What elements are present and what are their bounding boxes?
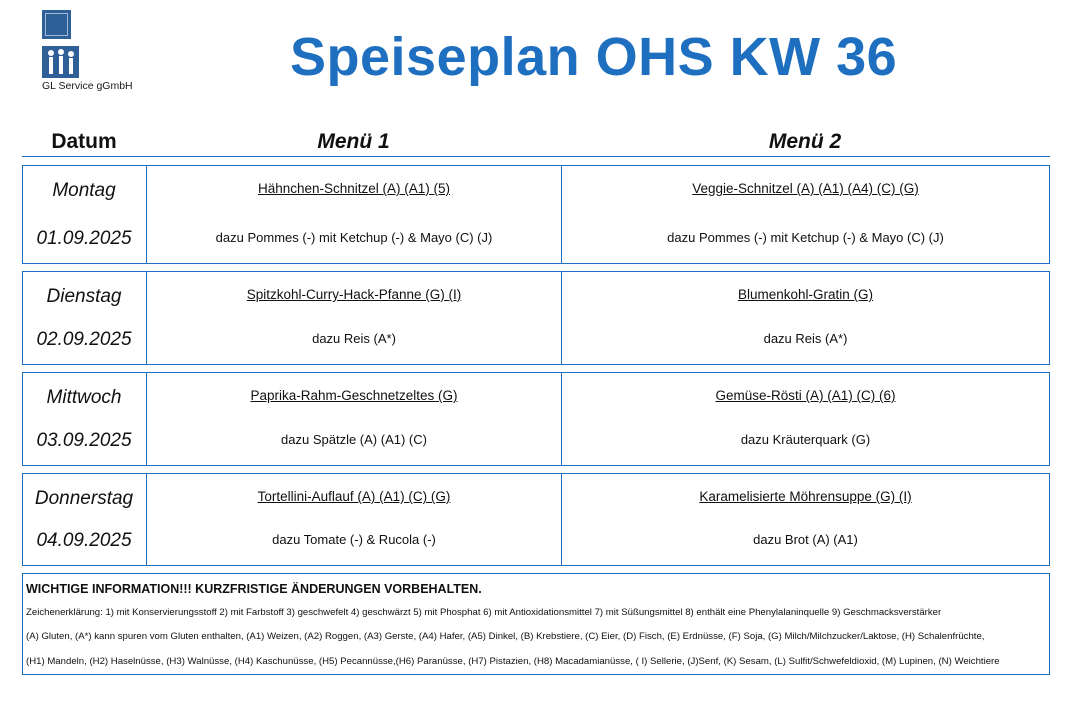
menu1-dish: Paprika-Rahm-Geschnetzeltes (G)	[250, 388, 458, 403]
menu1-side: dazu Reis (A*)	[312, 331, 396, 346]
legend-additives: Zeichenerklärung: 1) mit Konservierungsstoff 2) mit Farbstoff 3) geschwefelt 4) geschwärzt 5) mit Phosphat 6) mit Antioxidationsmittel 7) mit Süßungsmittel 8) enthält eine Phenylalaninquelle 9) Geschmacksverstärker	[26, 607, 942, 618]
day-row-monday	[22, 165, 1050, 264]
legend-allergens: (A) Gluten, (A*) kann spuren vom Gluten enthalten, (A1) Weizen, (A2) Roggen, (A3) Gerste, (A4) Hafer, (A5) Dinkel, (B) Krebstiere, (C) Eier, (D) Fisch, (E) Erdnüsse, (F) Soja, (G) Milch/Milchzucker/Laktose, (H) Schalenfrüchte,	[26, 631, 985, 642]
menu1-side: dazu Pommes (-) mit Ketchup (-) & Mayo (C) (J)	[215, 230, 493, 245]
menu1-dish: Tortellini-Auflauf (A) (A1) (C) (G)	[257, 489, 451, 504]
day-row-thursday	[22, 473, 1050, 566]
date-label: 02.09.2025	[36, 329, 132, 350]
menu2-cell	[562, 166, 1049, 263]
menu2-dish: Veggie-Schnitzel (A) (A1) (A4) (C) (G)	[692, 181, 919, 196]
menu2-side: dazu Pommes (-) mit Ketchup (-) & Mayo (C) (J)	[667, 230, 944, 245]
date-cell	[23, 166, 147, 263]
header-divider	[22, 156, 1050, 157]
menu1-cell	[147, 373, 562, 465]
weekday-label: Donnerstag	[34, 488, 134, 509]
menu1-side: dazu Spätzle (A) (A1) (C)	[281, 432, 427, 447]
column-header-menu2: Menü 2	[768, 130, 842, 153]
menu2-cell	[562, 474, 1049, 565]
menu1-cell	[147, 166, 562, 263]
weekday-label: Dienstag	[46, 286, 122, 307]
legend-allergens-nuts: (H1) Mandeln, (H2) Haselnüsse, (H3) Walnüsse, (H4) Kaschunüsse, (H5) Pecannüsse,(H6) Paranüsse, (H7) Pistazien, (H8) Macadamianüsse, ( I) Sellerie, (J)Senf, (K) Sesam, (L) Sulfit/Schwefeldioxid, (M) Lupinen, (N) Weichtiere	[26, 656, 1000, 667]
menu2-cell	[562, 272, 1049, 364]
date-cell	[23, 474, 147, 565]
day-row-tuesday	[22, 271, 1050, 365]
menu1-dish: Hähnchen-Schnitzel (A) (A1) (5)	[257, 181, 451, 196]
menu1-cell	[147, 474, 562, 565]
company-name: GL Service gGmbH	[42, 80, 133, 92]
page-title: Speiseplan OHS KW 36	[290, 27, 898, 87]
date-cell	[23, 272, 147, 364]
menu2-dish: Karamelisierte Möhrensuppe (G) (I)	[699, 489, 912, 504]
menu1-side: dazu Tomate (-) & Rucola (-)	[272, 532, 436, 547]
date-cell	[23, 373, 147, 465]
menu1-cell	[147, 272, 562, 364]
weekday-label: Montag	[52, 180, 116, 201]
column-header-menu1: Menü 1	[317, 130, 390, 153]
people-logo-icon	[42, 46, 79, 78]
day-row-wednesday	[22, 372, 1050, 466]
column-header-datum: Datum	[51, 130, 117, 153]
info-box	[22, 573, 1050, 675]
menu2-dish: Blumenkohl-Gratin (G)	[737, 287, 874, 302]
date-label: 03.09.2025	[36, 430, 132, 451]
date-label: 01.09.2025	[36, 228, 132, 249]
menu1-dish: Spitzkohl-Curry-Hack-Pfanne (G) (I)	[246, 287, 462, 302]
menu2-dish: Gemüse-Rösti (A) (A1) (C) (6)	[715, 388, 896, 403]
menu2-cell	[562, 373, 1049, 465]
company-logo	[42, 10, 142, 96]
weekday-label: Mittwoch	[46, 387, 122, 408]
menu2-side: dazu Kräuterquark (G)	[740, 432, 871, 447]
menu2-side: dazu Reis (A*)	[763, 331, 848, 346]
menu2-side: dazu Brot (A) (A1)	[753, 532, 858, 547]
logo-mark-icon	[42, 10, 71, 39]
info-title: WICHTIGE INFORMATION!!! KURZFRISTIGE ÄNDERUNGEN VORBEHALTEN.	[26, 582, 482, 596]
date-label: 04.09.2025	[36, 530, 132, 551]
